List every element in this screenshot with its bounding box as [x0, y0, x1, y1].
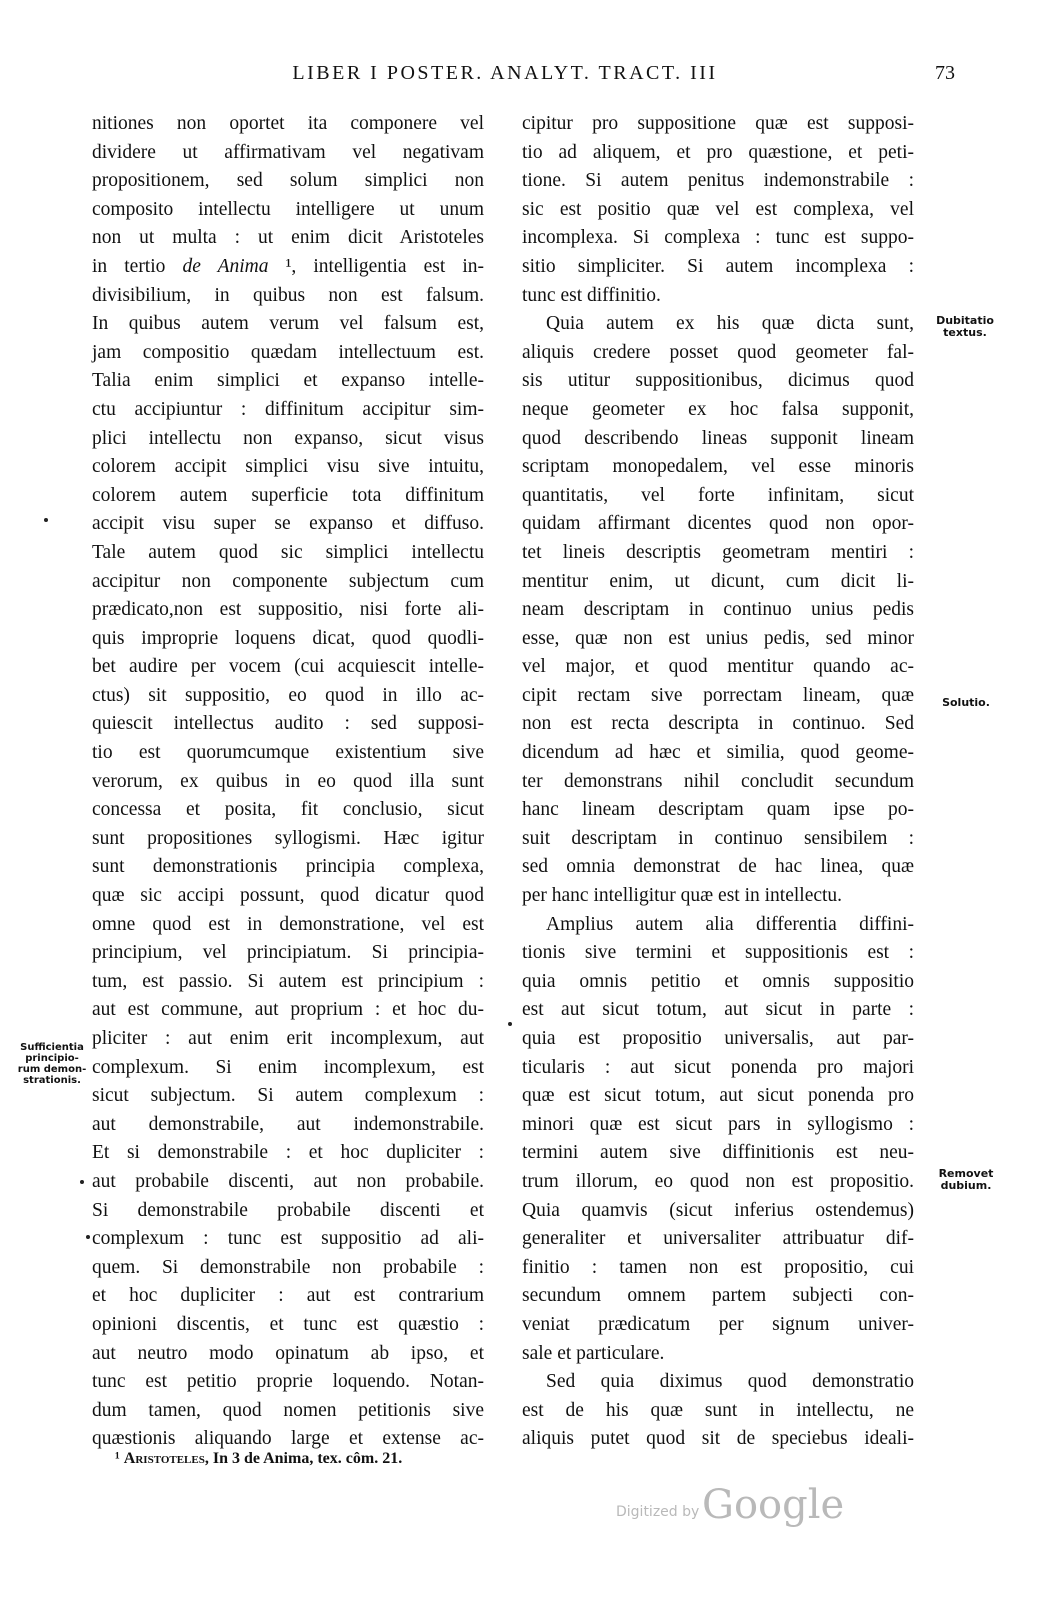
text-line: secundum omnem partem subjecti con- [522, 1285, 914, 1307]
ink-speck [86, 1235, 90, 1239]
text-line: est de his quæ sunt in intellectu, ne [522, 1399, 914, 1421]
margin-note-solutio [935, 697, 997, 709]
text-line: complexum. Si enim incomplexum, est [92, 1056, 484, 1078]
text-line: dicendum ad hæc et similia, quod geome- [522, 742, 914, 764]
text-line: principium, vel principiatum. Si principia- [92, 942, 484, 964]
text-line: tionis sive termini et suppositionis est : [522, 942, 914, 964]
text-line: suit descriptam in continuo sensibilem : [522, 827, 914, 849]
text-line: Amplius autem alia differentia diffini- [546, 913, 914, 935]
text-line: quiescit intellectus audito : sed supposi- [92, 713, 484, 735]
text-line: Quia autem ex his quæ dicta sunt, [546, 313, 914, 335]
text-line: quod describendo lineas supponit lineam [522, 427, 914, 449]
text-line: mentitur enim, ut dicunt, cum dicit li- [522, 570, 914, 592]
text-line: tione. Si autem penitus indemonstrabile : [522, 170, 914, 192]
text-line: In quibus autem verum vel falsum est, [92, 313, 484, 335]
text-line: trum illorum, eo quod non est propositio. [522, 1170, 914, 1192]
text-line: tunc est diffinitio. [522, 284, 661, 306]
text-line: accipit visu super se expanso et diffuso. [92, 513, 484, 535]
text-line: sale et particulare. [522, 1342, 665, 1364]
text-line: aut est commune, aut proprium : et hoc du- [92, 999, 484, 1021]
text-line: nitiones non oportet ita componere vel [92, 113, 484, 134]
text-line: est aut sicut totum, aut sicut in parte : [522, 999, 914, 1021]
text-line: quæ est sicut totum, aut sicut ponenda pro [522, 1085, 914, 1107]
text-line: omne quod est in demonstratione, vel est [92, 913, 484, 935]
text-line: colorem accipit simplici visu sive intuitu, [92, 456, 484, 478]
margin-note-sufficientia [14, 1042, 90, 1086]
running-head: LIBER I POSTER. ANALYT. TRACT. III [292, 62, 718, 84]
text-line: pliciter : aut enim erit incomplexum, aut [92, 1028, 484, 1049]
text-line: aut demonstrabile, aut indemonstrabile. [92, 1113, 484, 1135]
text-line: sicut subjectum. Si autem complexum : [92, 1085, 484, 1107]
text-line: per hanc intelligitur quæ est in intellectu. [522, 885, 843, 907]
text-line: accipitur non componente subjectum cum [92, 570, 484, 592]
text-line: Tale autem quod sic simplici intellectu [92, 541, 484, 563]
text-line: et hoc dupliciter : aut est contrarium [92, 1285, 484, 1307]
text-line: aliquis credere posset quod geometer fal- [522, 341, 914, 363]
text-line: propositionem, sed solum simplici non [92, 170, 484, 192]
margin-note-line: Sufficientia [20, 1042, 84, 1053]
text-line: concessa et posita, fit conclusio, sicut [92, 799, 484, 821]
text-line: quis improprie loquens dicat, quod quodli- [92, 627, 484, 649]
text-line: tio ad aliquem, et pro quæstione, et peti- [522, 141, 914, 163]
text-line: veniat prædicatum per signum univer- [522, 1313, 914, 1335]
text-line: Talia enim simplici et expanso intelle- [92, 370, 484, 392]
text-line: quæ sic accipi possunt, quod dicatur quod [92, 885, 484, 907]
ink-speck [80, 1180, 84, 1184]
margin-note-line: Dubitatio [936, 314, 994, 327]
digitized-by-text: Digitized by [616, 1504, 700, 1520]
text-line: ctu accipiuntur : diffinitum accipitur sim- [92, 398, 484, 420]
google-logo: Google [702, 1482, 845, 1528]
text-line: aliquis putet quod sit de speciebus ideali- [522, 1428, 914, 1450]
text-line: hanc lineam descriptam quam ipse po- [522, 799, 914, 821]
right-text-column [522, 110, 914, 1454]
text-line: complexum : tunc est suppositio ad ali- [92, 1228, 484, 1250]
text-line: sitio simpliciter. Si autem incomplexa : [522, 255, 914, 277]
margin-note-line: Solutio. [942, 696, 990, 709]
text-line: non est recta descripta in continuo. Sed [522, 713, 914, 735]
text-line: jam compositio quædam intellectuum est. [92, 341, 484, 363]
margin-note-line: dubium. [940, 1179, 992, 1192]
text-line: Quia quamvis (sicut inferius ostendemus) [522, 1199, 914, 1221]
text-line: ter demonstrans nihil concludit secundum [522, 770, 914, 792]
text-line: esse, quæ non est unius pedis, sed minor [522, 627, 914, 649]
text-line: verorum, ex quibus in eo quod illa sunt [92, 770, 484, 792]
text-line: ticularis : aut sicut ponenda pro majori [522, 1056, 914, 1078]
text-line: Et si demonstrabile : et hoc dupliciter : [92, 1142, 484, 1164]
text-line: prædicato,non est suppositio, nisi forte ali- [92, 599, 484, 621]
text-line: dum tamen, quod nomen petitionis sive [92, 1399, 484, 1421]
text-line: divisibilium, in quibus non est falsum. [92, 284, 484, 306]
page-number: 73 [935, 62, 955, 84]
left-text-column [92, 110, 484, 1454]
text-line: vel major, et quod mentitur quando ac- [522, 656, 914, 678]
text-line: aut neutro modo opinatum ab ipso, et [92, 1342, 484, 1364]
text-line: quidam affirmant dicentes quod non opor- [522, 513, 914, 535]
text-line: quia est propositio universalis, aut par- [522, 1028, 914, 1049]
footnote-author: Aristoteles [123, 1450, 205, 1467]
margin-note-removet [935, 1168, 997, 1192]
text-line: in tertio de Anima ¹, intelligentia est in- [92, 255, 484, 277]
text-line: cipitur pro suppositione quæ est supposi- [522, 113, 914, 134]
text-line: quantitatis, vel forte infinitam, sicut [522, 484, 914, 506]
text-line: tet lineis descriptis geometram mentiri : [522, 541, 914, 563]
margin-note-line: textus. [943, 326, 987, 339]
footnote [115, 1450, 515, 1468]
text-line: dividere ut affirmativam vel negativam [92, 141, 484, 163]
text-line: Sed quia diximus quod demonstratio [546, 1371, 914, 1393]
text-line: ctus) sit suppositio, eo quod in illo ac- [92, 684, 484, 706]
text-line: incomplexa. Si complexa : tunc est suppo- [522, 227, 914, 249]
margin-note-line: Removet [938, 1167, 994, 1180]
ink-speck [508, 1022, 512, 1026]
text-line: quia omnis petitio et omnis suppositio [522, 970, 914, 992]
text-line: termini autem sive diffinitionis est neu- [522, 1142, 914, 1164]
text-line: minori quæ est sicut pars in syllogismo : [522, 1113, 914, 1135]
margin-note-dubitatio [930, 315, 1000, 339]
text-line: sis utitur suppositionibus, dicimus quod [522, 370, 914, 392]
text-line: tio est quorumcumque existentium sive [92, 742, 484, 764]
text-line: aut probabile discenti, aut non probabile. [92, 1170, 484, 1192]
text-line: Si demonstrabile probabile discenti et [92, 1199, 484, 1221]
footnote-marker: ¹ [115, 1450, 120, 1467]
margin-note-line: principio- [25, 1053, 79, 1064]
text-line: quæstionis aliquando large et extense ac- [92, 1428, 484, 1450]
text-line: scriptam monopedalem, vel esse minoris [522, 456, 914, 478]
text-line: quem. Si demonstrabile non probabile : [92, 1256, 484, 1278]
text-line: sic est positio quæ vel est complexa, vel [522, 198, 914, 220]
text-line: plici intellectu non expanso, sicut visus [92, 427, 484, 449]
text-line: opinioni discentis, et tunc est quæstio : [92, 1313, 484, 1335]
text-line: sed omnia demonstrat de hac linea, quæ [522, 856, 914, 878]
text-line: bet audire per vocem (cui acquiescit intelle- [92, 656, 484, 678]
margin-note-line: rum demon- [17, 1064, 87, 1075]
text-line: generaliter et universaliter attribuatur dif- [522, 1228, 914, 1250]
text-line: tum, est passio. Si autem est principium : [92, 970, 484, 992]
text-line: finitio : tamen non est propositio, cui [522, 1256, 914, 1278]
text-line: tunc est petitio proprie loquendo. Notan- [92, 1371, 484, 1393]
digitized-watermark [610, 1480, 845, 1530]
text-line: sunt propositiones syllogismi. Hæc igitur [92, 827, 484, 849]
ink-speck [44, 518, 48, 522]
text-line: neam descriptam in continuo unius pedis [522, 599, 914, 621]
text-line: colorem autem superficie tota diffinitum [92, 484, 484, 506]
text-line: neque geometer ex hoc falsa supponit, [522, 398, 914, 420]
text-line: non ut multa : ut enim dicit Aristoteles [92, 227, 484, 249]
text-line: composito intellectu intelligere ut unum [92, 198, 484, 220]
margin-note-line: strationis. [23, 1075, 81, 1086]
footnote-text: , In 3 de Anima, tex. côm. 21. [204, 1450, 403, 1467]
text-line: cipit rectam sive porrectam lineam, quæ [522, 684, 914, 706]
text-line: sunt demonstrationis principia complexa, [92, 856, 484, 878]
